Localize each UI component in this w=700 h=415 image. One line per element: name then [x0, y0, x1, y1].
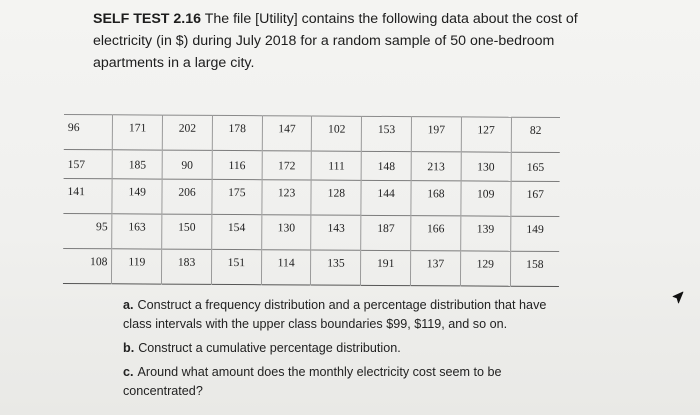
table-cell: 154 [212, 214, 262, 249]
table-cell: 197 [411, 117, 461, 152]
problem-statement [93, 8, 593, 74]
table-cell: 82 [529, 123, 542, 137]
table-cell: 183 [162, 249, 212, 284]
question-text: Construct a frequency distribution and a percentage distribution that have class intervals with the upper class boundaries $99, $119, and so on. [123, 298, 547, 331]
table-cell: 114 [261, 250, 311, 285]
table-cell: 102 [312, 116, 362, 151]
table-cell: 213 [411, 152, 461, 181]
table-cell: 175 [212, 179, 262, 214]
table-cell: 129 [460, 251, 510, 286]
table-cell: 123 [262, 180, 312, 215]
table-cell: 127 [461, 117, 511, 152]
table-row [64, 149, 560, 181]
table-cell: 135 [311, 250, 361, 285]
table-cell: 116 [212, 150, 262, 179]
table-cell: 130 [261, 215, 311, 250]
table-cell: 130 [461, 152, 511, 181]
question-c [123, 363, 573, 401]
table-cell: 202 [162, 115, 212, 150]
table-cell: 139 [460, 216, 510, 251]
arrow-cursor-icon [672, 291, 684, 305]
table-cell: 187 [361, 215, 411, 250]
table-row [64, 114, 560, 152]
table-cell: 109 [461, 181, 511, 216]
problem-label: SELF TEST 2.16 [93, 11, 202, 27]
table-cell: 163 [112, 214, 162, 249]
problem-text: The file [Utility] contains the following data about the cost of electricity (in $) during July 2018 for a random sample of 50 one-bedroom apartments in a large city. [93, 11, 578, 71]
table-row [63, 178, 559, 216]
table-row [63, 248, 559, 286]
table-cell: 90 [162, 150, 212, 179]
table-cell: 128 [311, 180, 361, 215]
table-cell: 111 [312, 151, 362, 180]
table-cell: 119 [112, 249, 162, 284]
table-cell: 143 [311, 215, 361, 250]
question-letter: c. [123, 365, 134, 379]
question-letter: a. [123, 298, 134, 312]
table-cell: 149 [112, 179, 162, 214]
table-cell: 148 [361, 151, 411, 180]
table-cell: 157 [64, 149, 113, 178]
table-cell: 151 [211, 249, 261, 284]
table-cell: 185 [112, 150, 162, 179]
table-cell: 150 [162, 214, 212, 249]
table-cell: 141 [63, 178, 112, 213]
table-cell: 171 [113, 115, 163, 150]
table-cell: 137 [410, 251, 460, 286]
table-cell: 206 [162, 179, 212, 214]
question-text: Construct a cumulative percentage distribution. [138, 341, 401, 355]
table-cell: 144 [361, 180, 411, 215]
question-letter: b. [123, 341, 135, 355]
table-cell: 158 [526, 257, 544, 271]
table-cell: 172 [262, 151, 312, 180]
table-cell: 166 [411, 216, 461, 251]
table-cell: 95 [63, 213, 112, 248]
question-list [123, 296, 573, 406]
table-cell: 149 [526, 222, 544, 236]
electricity-cost-table [63, 114, 560, 287]
question-text: Around what amount does the monthly electricity cost seem to be concentrated? [123, 365, 502, 398]
table-cell: 147 [262, 116, 312, 151]
table-cell: 168 [411, 181, 461, 216]
table-cell: 191 [361, 250, 411, 285]
table-cell: 153 [362, 116, 412, 151]
table-cell: 96 [64, 114, 113, 149]
table-cell: 178 [212, 115, 262, 150]
question-b [123, 339, 573, 358]
table-row [63, 213, 559, 251]
table-cell: 108 [63, 248, 112, 283]
table-cell: 165 [526, 160, 545, 174]
question-a [123, 296, 573, 334]
table-cell: 167 [526, 187, 545, 201]
